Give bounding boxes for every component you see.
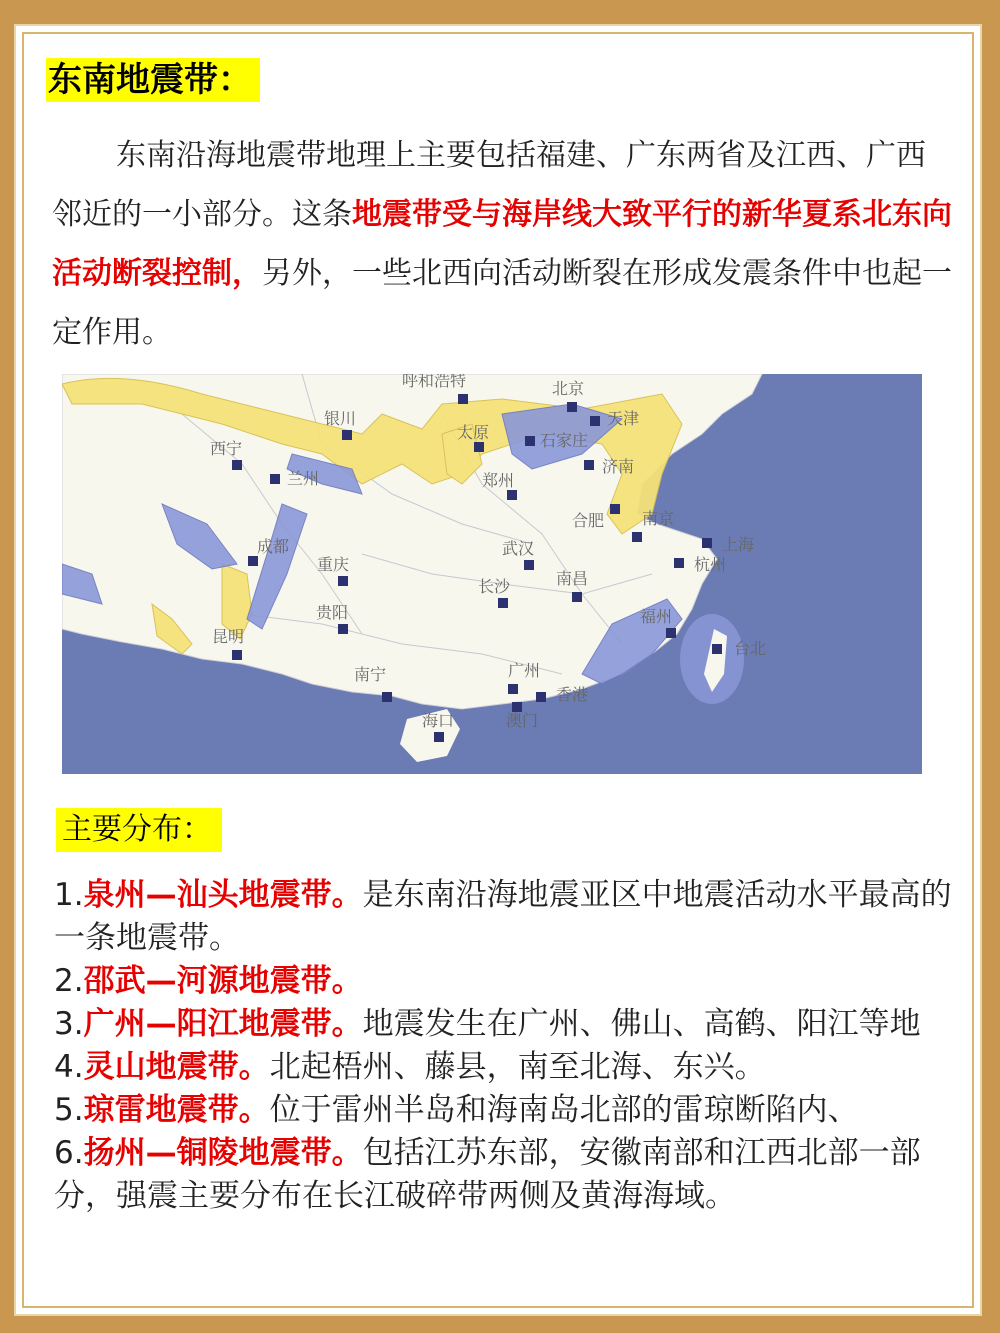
city-marker-chongqing [338,576,348,586]
city-marker-xianggang [536,692,546,702]
item-name: 泉州—汕头地震带。 [83,877,363,913]
city-marker-shanghai [702,538,712,548]
city-label-26: 澳门 [506,711,539,730]
city-marker-shijiazhuang [525,436,535,446]
item-num: 6. [54,1135,84,1171]
city-marker-changsha [498,598,508,608]
city-marker-beijing [567,402,577,412]
city-marker-chengdu [248,556,258,566]
item-num: 4. [54,1049,84,1085]
city-label-8: 济南 [602,457,635,476]
city-marker-kunming [232,650,242,660]
city-label-5: 石家庄 [540,431,589,450]
city-marker-xining [232,460,242,470]
city-marker-haikou [434,732,444,742]
city-label-1: 北京 [552,379,585,398]
item-num: 5. [54,1092,84,1128]
item-num: 3. [54,1006,84,1042]
city-marker-nanjing [632,532,642,542]
seismic-zone-map [62,374,922,774]
city-label-2: 天津 [607,409,640,428]
item-name: 灵山地震带。 [83,1049,270,1085]
city-label-25: 香港 [556,685,589,704]
city-marker-wuhan [524,560,534,570]
city-label-20: 福州 [640,607,673,626]
city-label-13: 杭州 [694,555,727,574]
city-label-24: 广州 [508,661,541,680]
intro-paragraph [52,126,952,362]
city-marker-yinchuan [342,430,352,440]
intro-highlight: 地震带受与海岸线大致平行的新华夏系北东向活动断裂控制， [52,197,952,291]
city-label-17: 长沙 [478,577,511,596]
item-desc: 是东南沿海地震亚区中地震活动水平最高的一条地震带。 [54,877,952,956]
city-marker-lanzhou [270,474,280,484]
city-marker-taibei [712,644,722,654]
list-item [54,1046,964,1089]
item-name: 扬州—铜陵地震带。 [83,1135,363,1171]
city-label-11: 南京 [642,509,675,528]
list-item [54,874,964,960]
city-label-12: 上海 [722,535,755,554]
city-marker-tianjin [590,416,600,426]
city-marker-nanchang [572,592,582,602]
city-marker-hefei [610,504,620,514]
city-marker-huhehaote [458,394,468,404]
item-desc: 北起梧州、藤县，南至北海、东兴。 [269,1049,766,1085]
page-title: 东南地震带： [46,58,260,102]
city-marker-hangzhou [674,558,684,568]
item-num: 1. [54,877,84,913]
list-item [54,1089,964,1132]
item-name: 广州—阳江地震带。 [83,1006,363,1042]
city-label-0: 呼和浩特 [402,374,467,390]
intro-text-1: 东南沿海地震带地理上主要包括福建、广东两省及江西、广西邻近的一小部分。这条 [52,138,926,232]
item-desc: 地震发生在广州、佛山、高鹤、阳江等地 [362,1006,921,1042]
city-label-21: 台北 [734,639,767,658]
list-item [54,1132,964,1218]
city-label-4: 太原 [457,423,490,442]
city-label-6: 西宁 [210,439,243,458]
city-label-19: 贵阳 [316,603,349,622]
city-marker-taiyuan [474,442,484,452]
city-label-15: 武汉 [502,539,535,558]
item-desc: 位于雷州半岛和海南岛北部的雷琼断陷内、 [269,1092,859,1128]
city-label-14: 成都 [257,537,290,556]
list-item [54,960,964,1003]
item-desc: 包括江苏东部，安徽南部和江西北部一部分，强震主要分布在长江破碎带两侧及黄海海域。 [54,1135,921,1214]
zone-list [54,874,964,1218]
city-marker-nanning [382,692,392,702]
city-marker-jinan [584,460,594,470]
city-label-7: 兰州 [287,469,320,488]
city-label-22: 昆明 [212,627,245,646]
city-marker-fuzhou [666,628,676,638]
item-num: 2. [54,963,84,999]
city-marker-guangzhou [508,684,518,694]
section-subtitle: 主要分布： [56,808,222,852]
city-label-10: 合肥 [572,511,605,530]
city-label-27: 海口 [422,711,455,730]
map-svg [62,374,922,774]
city-marker-zhengzhou [507,490,517,500]
item-name: 邵武—河源地震带。 [83,963,363,999]
list-item [54,1003,964,1046]
city-label-9: 郑州 [482,471,515,490]
city-label-23: 南宁 [354,665,387,684]
city-label-18: 南昌 [556,569,589,588]
city-label-3: 银川 [324,409,357,428]
city-label-16: 重庆 [317,555,350,574]
item-name: 琼雷地震带。 [83,1092,270,1128]
intro-text-2: 另外，一些北西向活动断裂在形成发震条件中也起一定作用。 [52,256,952,350]
city-marker-guiyang [338,624,348,634]
